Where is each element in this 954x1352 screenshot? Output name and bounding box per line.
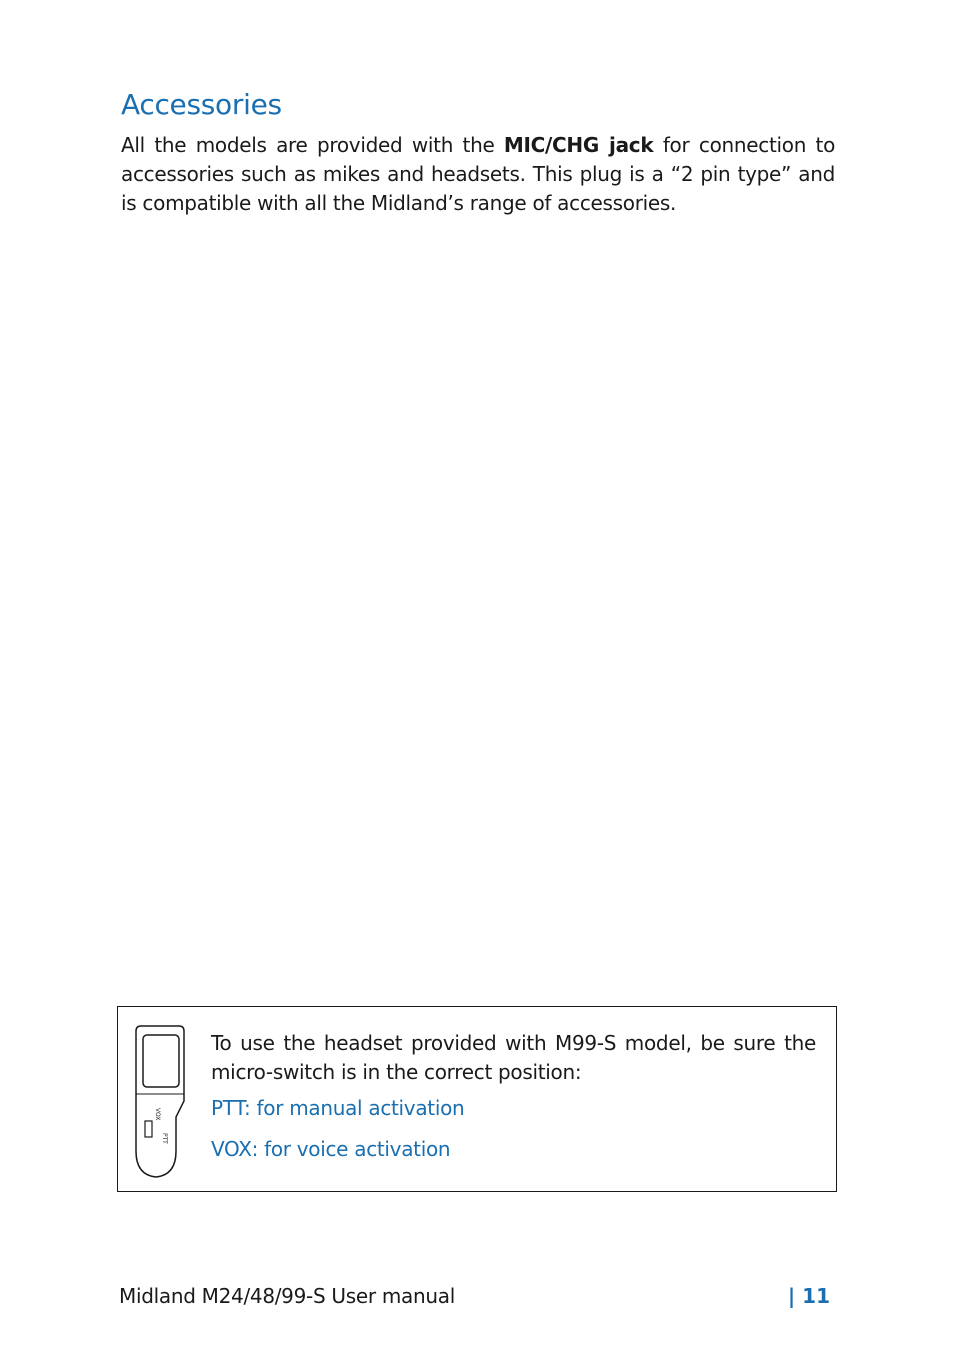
option-ptt: PTT: for manual activation: [211, 1096, 465, 1120]
option-vox: VOX: for voice activation: [211, 1137, 451, 1161]
intro-text-end: for connection to accessories such as mikes and headsets. This plug is a “2 pin type” and is compatible with all the Midland’s range of accessories.: [121, 133, 836, 215]
headset-note-box: [117, 1006, 837, 1192]
headset-switch-illustration: [132, 1025, 188, 1181]
intro-text-start: All the models are provided with the: [121, 133, 504, 157]
page-number: | 11: [787, 1284, 830, 1308]
mic-chg-jack-term: MIC/CHG jack: [503, 133, 654, 157]
intro-paragraph: [121, 131, 835, 218]
note-text: To use the headset provided with M99-S model, be sure the micro-switch is in the correct position:: [211, 1031, 816, 1084]
switch-label-ptt: PTT: [161, 1133, 168, 1144]
section-title: Accessories: [121, 88, 282, 121]
switch-label-vox: VOX: [154, 1108, 161, 1121]
footer-title: Midland M24/48/99-S User manual: [119, 1284, 455, 1308]
